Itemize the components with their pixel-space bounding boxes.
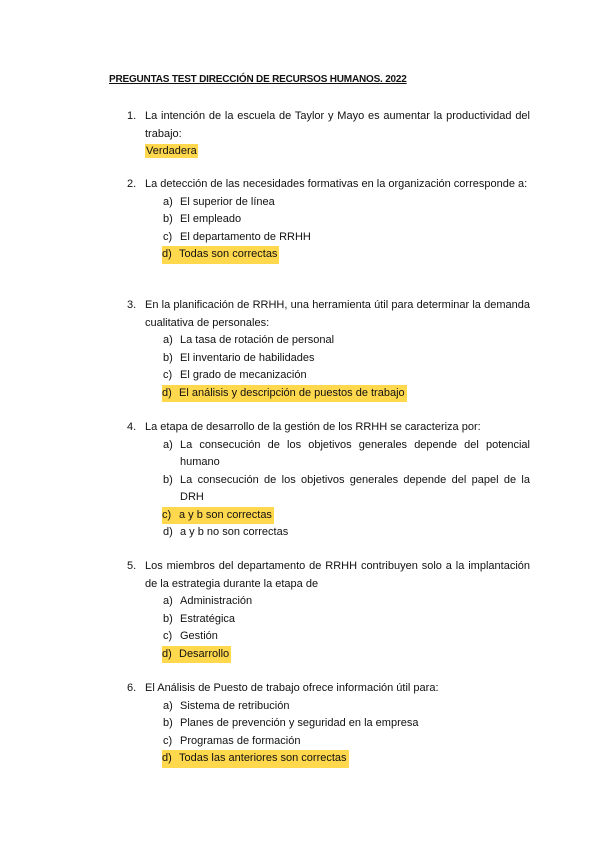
- question-text: La detección de las necesidades formativas en la organización corresponde a:: [145, 178, 528, 190]
- question-4: [127, 419, 530, 542]
- question-2: [127, 176, 530, 264]
- option-c: c) Gestión: [163, 630, 218, 642]
- question-number: 6.: [127, 682, 137, 694]
- highlighted-answer: Verdadera: [146, 145, 197, 157]
- option-a: a) Administración: [163, 595, 253, 607]
- document-title: PREGUNTAS TEST DIRECCIÓN DE RECURSOS HUMANOS. 2022: [109, 74, 407, 85]
- option-b: b) Estratégica: [163, 612, 236, 625]
- option-d-highlighted: d) Todas son correctas: [162, 246, 279, 264]
- option-c-highlighted: c) a y b son correctas: [162, 507, 274, 525]
- option-d-highlighted: d) Todas las anteriores son correctas: [162, 750, 349, 768]
- question-3: [127, 297, 530, 402]
- question-1: [127, 108, 530, 161]
- question-text: El Análisis de Puesto de trabajo ofrece información útil para:: [145, 682, 439, 694]
- option-a: a) El superior de línea: [163, 195, 275, 208]
- option-b: b) El inventario de habilidades: [163, 351, 315, 364]
- question-number: 3.: [127, 299, 137, 311]
- option-a: a) Sistema de retribución: [163, 699, 290, 712]
- option-d-highlighted: d) El análisis y descripción de puestos de trabajo: [162, 385, 407, 403]
- question-number: 1.: [127, 110, 137, 122]
- option-c: c) El departamento de RRHH: [163, 230, 311, 243]
- option-b: b) El empleado: [163, 213, 242, 225]
- option-a: a) La consecución de los objetivos generales depende del potencial humano: [163, 438, 530, 468]
- option-d: d) a y b no son correctas: [163, 526, 289, 538]
- option-b: b) La consecución de los objetivos generales depende del papel de la DRH: [163, 473, 530, 503]
- option-d-highlighted: d) Desarrollo: [162, 646, 231, 664]
- question-text: La etapa de desarrollo de la gestión de los RRHH se caracteriza por:: [145, 421, 481, 433]
- option-c: c) El grado de mecanización: [163, 369, 307, 381]
- option-b: b) Planes de prevención y seguridad en la empresa: [163, 717, 419, 729]
- question-number: 2.: [127, 178, 137, 190]
- question-5: [127, 558, 530, 663]
- option-c: c) Programas de formación: [163, 734, 301, 747]
- question-text: Los miembros del departamento de RRHH contribuyen solo a la implantación de la estrategia durante la etapa de: [145, 560, 530, 590]
- question-text: En la planificación de RRHH, una herramienta útil para determinar la demanda cualitativa de personales:: [145, 299, 530, 329]
- question-number: 5.: [127, 560, 137, 572]
- option-a: a) La tasa de rotación de personal: [163, 334, 335, 346]
- question-text: La intención de la escuela de Taylor y Mayo es aumentar la productividad del trabajo:: [145, 110, 530, 140]
- question-6: [127, 680, 530, 768]
- question-number: 4.: [127, 421, 137, 433]
